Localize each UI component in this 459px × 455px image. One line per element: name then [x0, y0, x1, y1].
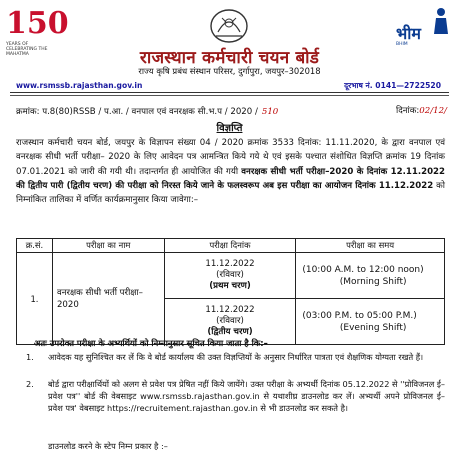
shift-1-time: (10:00 A.M. to 12:00 noon) — [302, 264, 424, 275]
notice-paragraph — [16, 136, 445, 207]
paragraph-tail: को निम्नांकित तालिका में वर्णित कार्यक्रमानुसार किया जावेगा:– — [16, 180, 445, 206]
exam-schedule-table — [16, 238, 445, 345]
reference-label: क्रमांक: प.8(80)RSSB / प.आ. / वनपाल एवं वनरक्षक सी.भ.प / 2020 / — [16, 107, 258, 117]
list-item-text: डाउनलोड करने के स्टेप निम्न प्रकार है :– — [48, 441, 168, 451]
list-item-number: 2. — [26, 379, 34, 389]
emblem-icon — [204, 6, 254, 46]
shift-2-day: (रविवार) — [216, 316, 244, 326]
shift-2-date: 11.12.2022 — [205, 305, 255, 315]
reference-handwritten-number: 510 — [261, 107, 279, 117]
table-row — [17, 253, 445, 299]
organization-name: राजस्थान कर्मचारी चयन बोर्ड — [139, 48, 320, 68]
shift-1-day: (रविवार) — [216, 270, 244, 280]
candidates-note: अतः उपरोक्त परीक्षा के अभ्यर्थियों को निम्नानुसार सूचित किया जाता है कि:– — [34, 338, 268, 348]
letterhead — [0, 0, 459, 92]
shift-2-time-cell — [296, 299, 445, 345]
list-item — [26, 378, 445, 415]
shift-1-label: (Morning Shift) — [339, 276, 407, 287]
paragraph-text: राजस्थान कर्मचारी चयन बोर्ड, जयपुर के विज्ञापन संख्या 04 / 2020 क्रमांक 3533 दिनांक: 11.11.2020, के द्वारा वनपाल एवं वनरक्षक सीधी भर्ती परीक्षा– 2020 के लिए आवेदन पत्र आमन्त्रित किये गये थे एवं इसके पश्चात संशोधित विज्ञप्ति क्रमांक 19 दिनांक 07.01.2021 को जारी की गयी थी। तदान्तर्गत ही आयोजित की गयी — [16, 138, 445, 177]
header-serial: क्र.सं. — [17, 239, 53, 253]
header-exam-time: परीक्षा का समय — [296, 239, 445, 253]
list-item — [26, 440, 445, 452]
phone-number: दूरभाष नं. 0141—2722520 — [344, 81, 441, 90]
shift-1-time-cell — [296, 253, 445, 299]
shift-2-time: (03:00 P.M. to 05:00 P.M.) — [302, 310, 417, 321]
header-exam-name: परीक्षा का नाम — [52, 239, 164, 253]
paragraph-bold: वनरक्षक सीधी भर्ती परीक्षा–2020 के दिनांक 12.11.2022 की द्वितीय पारी (द्वितीय चरण) की परीक्षा को निरस्त किये जाने के फलस्वरूप अब इस परीक्षा का आयोजन दिनांक 11.12.2022 — [16, 166, 446, 191]
website-link[interactable]: www.rsmssb.rajasthan.gov.in — [16, 81, 143, 90]
list-item-number: 1. — [26, 352, 34, 362]
header-divider-thin — [10, 95, 449, 96]
date-handwritten: 02/12/ — [419, 106, 447, 116]
notice-date — [396, 104, 447, 116]
bhim-brand: भीम — [396, 24, 421, 43]
list-item — [26, 351, 445, 363]
organization-address: राज्य कृषि प्रबंध संस्थान परिसर, दुर्गापुरा, जयपुर–302018 — [138, 66, 321, 76]
shift-1-phase: (प्रथम चरण) — [209, 281, 251, 291]
header-exam-date: परीक्षा दिनांक — [164, 239, 296, 253]
date-label: दिनांक: — [396, 106, 420, 116]
row-exam-name: वनरक्षक सीधी भर्ती परीक्षा– 2020 — [52, 253, 164, 345]
row-serial: 1. — [17, 253, 53, 345]
shift-2-label: (Evening Shift) — [339, 322, 407, 333]
table-header-row — [17, 239, 445, 253]
list-item-text: बोर्ड द्वारा परीक्षार्थियों को अलग से प्रवेश पत्र प्रेषित नहीं किये जायेंगे। उक्त परीक्षा के अभ्यर्थी दिनांक 05.12.2022 से ''प्रोविजनल ई– प्रवेश पत्र'' बोर्ड की वेबसाइट www.rsmssb.rajasthan.gov.in से यथाशीघ्र डाउनलोड कर लें। अभ्यर्थी अपने प्रोविजनल ई– प्रवेश पत्र' वेबसाइट https://recruitement.rajasthan.gov.in से भी डाउनलोड कर सकते है। — [48, 379, 445, 414]
logo-number: 150 — [6, 6, 69, 41]
shift-1-date: 11.12.2022 — [205, 259, 255, 269]
shift-2-phase: (द्वितीय चरण) — [207, 327, 253, 337]
list-item-text: आवेदक यह सुनिश्चित कर लें कि वे बोर्ड कार्यालय की उक्त विज्ञप्तियों के अनुसार निर्धारित पात्रता एवं शैक्षणिक योग्यता रखते हैं। — [48, 352, 424, 362]
shift-1-date-cell — [164, 253, 296, 299]
reference-number — [16, 105, 278, 117]
notice-title: विज्ञप्ति — [216, 123, 243, 134]
logo-caption: YEARS OF CELEBRATING THE MAHATMA — [6, 42, 48, 57]
header-divider — [10, 92, 449, 93]
bhim-caption: BHIM — [396, 42, 408, 47]
